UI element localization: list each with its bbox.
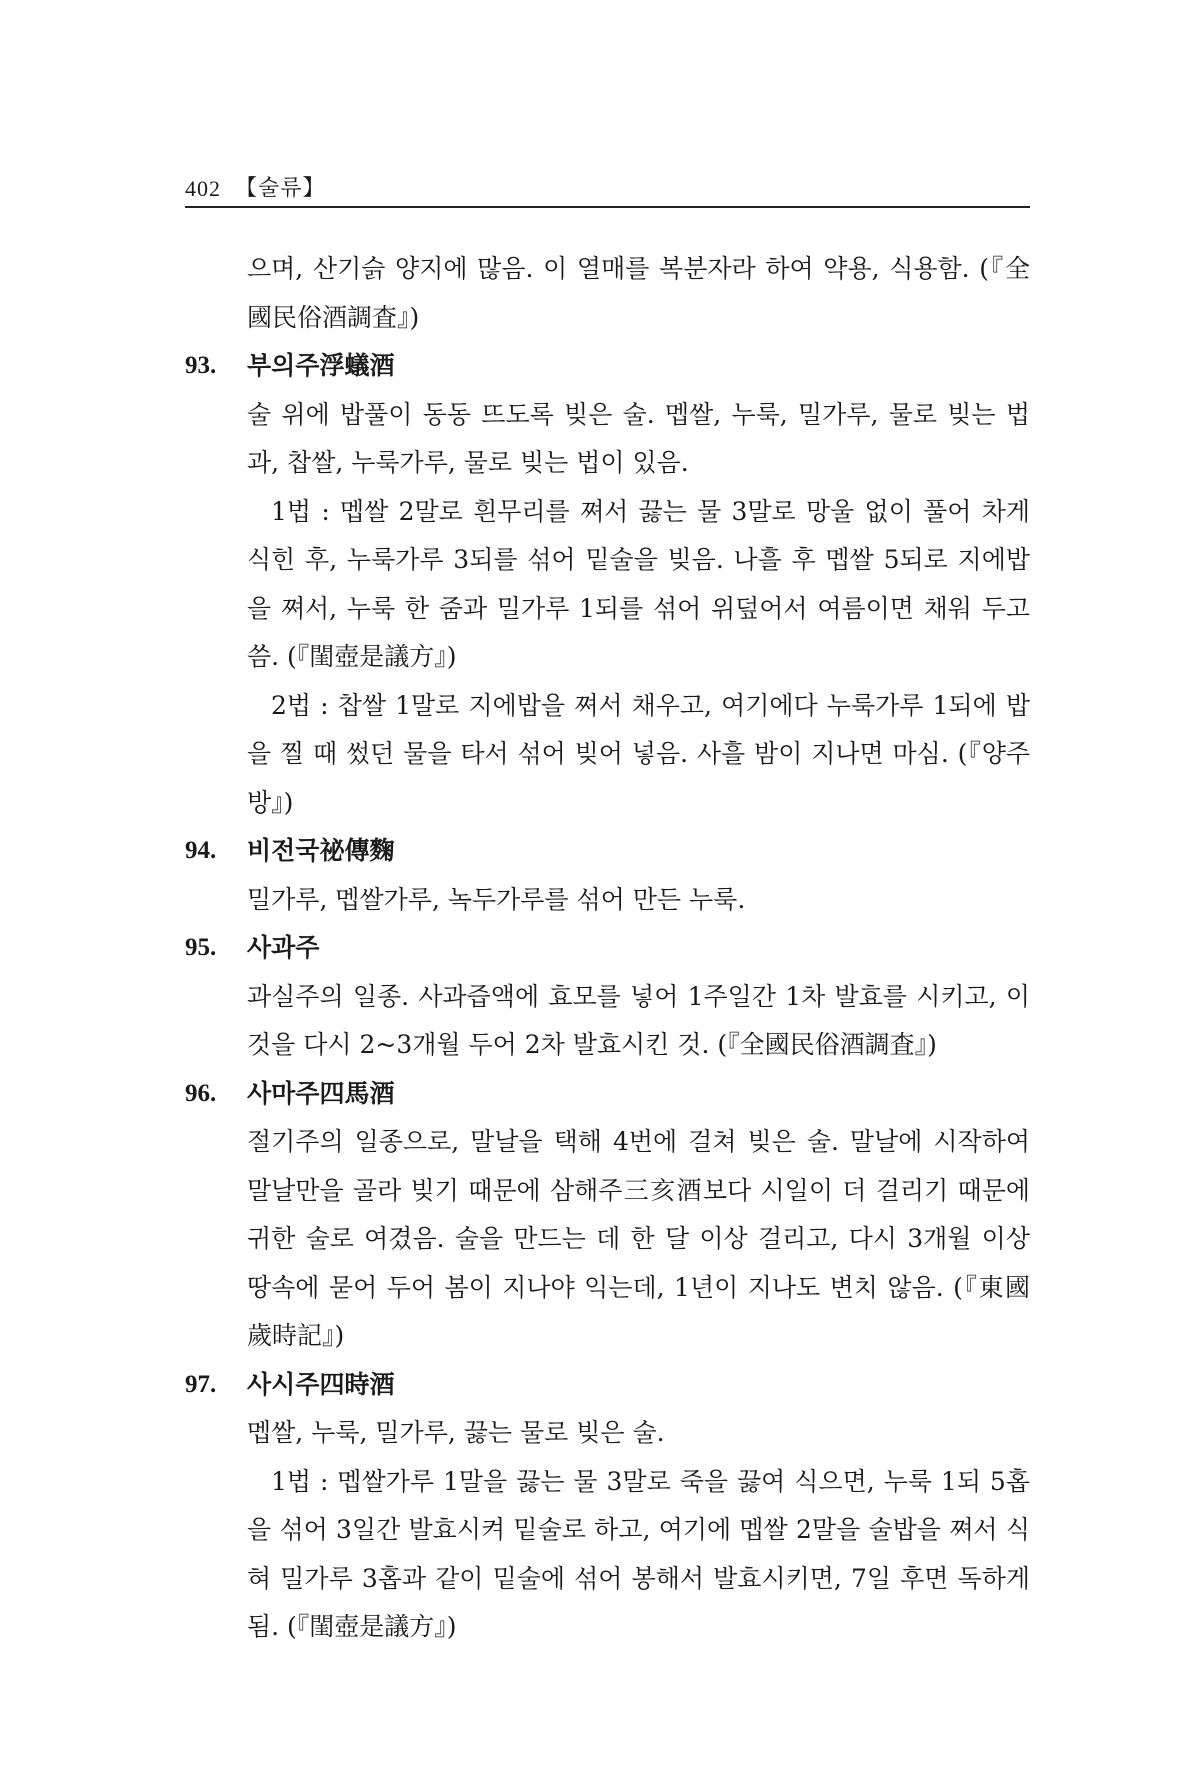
entry-paragraph: 멥쌀, 누룩, 밀가루, 끓는 물로 빚은 술. [247,1418,665,1447]
page-body [185,245,1030,1652]
entry-heading [185,342,1030,391]
section-title: 【술류】 [235,176,326,201]
entry-title: 비전국祕傳麴 [247,836,395,865]
entry-title: 사과주 [247,933,320,962]
intro-paragraph: 으며, 산기슭 양지에 많음. 이 열매를 복분자라 하여 약용, 식용함. (『全國民俗酒調査』) [247,254,1030,332]
entry-number: 95. [185,934,217,961]
recipe-method-1: 1법 : 멥쌀가루 1말을 끓는 물 3말로 죽을 끓여 식으면, 누룩 1되 5홉을 섞어 3일간 발효시켜 밑술로 하고, 여기에 멥쌀 2말을 술밥을 쪄서 식혀 밀가루 3홉과 같이 밑술에 섞어 봉해서 발효시키면, 7일 후면 독하게 됨. (『閨壺是議方』) [247,1466,1030,1641]
entry-94 [185,827,1030,924]
recipe-method-2: 2법 : 찹쌀 1말로 지에밥을 쪄서 채우고, 여기에다 누룩가루 1되에 밥을 찔 때 썼던 물을 타서 섞어 빚어 넣음. 사흘 밤이 지나면 마심. (『양주방』) [247,690,1030,817]
entry-paragraph: 밀가루, 멥쌀가루, 녹두가루를 섞어 만든 누룩. [247,884,746,914]
entry-heading [185,1361,1030,1410]
page-number: 402 [185,176,221,201]
recipe-method-1: 1법 : 멥쌀 2말로 흰무리를 쪄서 끓는 물 3말로 망울 없이 풀어 차게 식힌 후, 누룩가루 3되를 섞어 밑술을 빚음. 나흘 후 멥쌀 5되로 지에밥을 쪄서, 누룩 한 줌과 밀가루 1되를 섞어 위덮어서 여름이면 채워 두고 씀. (『閨壺是議方』) [247,496,1030,671]
entry-number: 96. [185,1079,217,1107]
entry-paragraph: 과실주의 일종. 사과즙액에 효모를 넣어 1주일간 1차 발효를 시키고, 이것을 다시 2~3개월 두어 2차 발효시킨 것. (『全國民俗酒調査』) [247,981,1030,1059]
entry-93 [185,342,1030,827]
entry-96 [185,1070,1030,1361]
entry-heading [185,924,1030,973]
entry-heading [185,827,1030,876]
entry-number: 97. [185,1370,217,1398]
entry-title: 사시주四時酒 [247,1369,395,1399]
entry-paragraph: 술 위에 밥풀이 동동 뜨도록 빚은 술. 멥쌀, 누룩, 밀가루, 물로 빚는 법과, 찹쌀, 누룩가루, 물로 빚는 법이 있음. [247,399,1030,477]
entry-title: 부의주浮蟻酒 [247,351,395,380]
entry-number: 94. [185,837,217,864]
entry-95 [185,924,1030,1070]
page-header [185,160,1030,208]
entry-number: 93. [185,352,217,379]
entry-97 [185,1361,1030,1652]
entry-title: 사마주四馬酒 [247,1078,395,1108]
entry-paragraph: 절기주의 일종으로, 말날을 택해 4번에 걸쳐 빚은 술. 말날에 시작하여 말날만을 골라 빚기 때문에 삼해주三亥酒보다 시일이 더 걸리기 때문에 귀한 술로 여겼음. 술을 만드는 데 한 달 이상 걸리고, 다시 3개월 이상 땅속에 묻어 두어 봄이 지나야 익는데, 1년이 지나도 변치 않음. (『東國歲時記』) [247,1127,1030,1350]
entry-heading [185,1070,1030,1119]
